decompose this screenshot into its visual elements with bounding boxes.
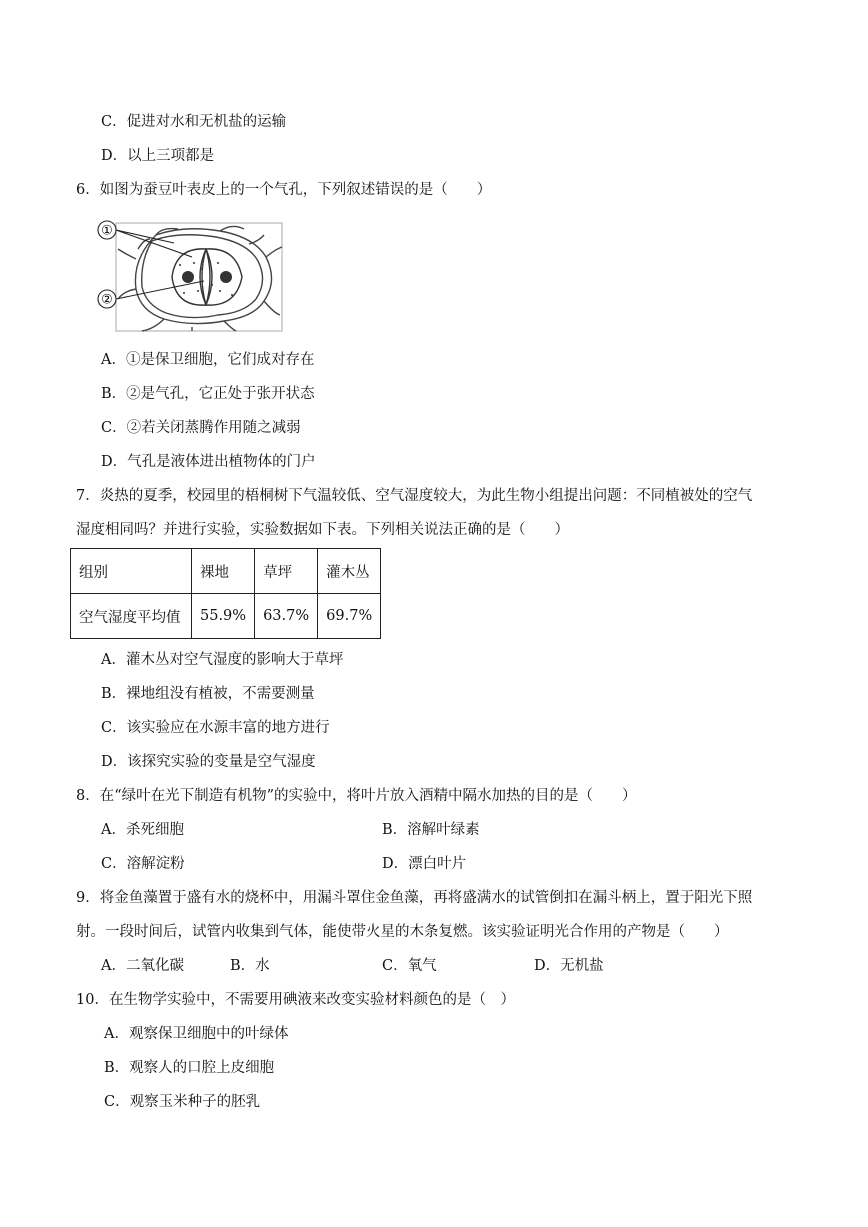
q8-option-b: B．溶解叶绿素: [382, 822, 480, 838]
table-cell: 灌木丛: [318, 549, 381, 594]
table-cell: 裸地: [192, 549, 255, 594]
table-header-row: [71, 549, 381, 594]
q6-option-a: A．①是保卫细胞，它们成对存在: [101, 352, 315, 368]
table-cell: 55.9%: [192, 594, 255, 639]
q6-option-b: B．②是气孔，它正处于张开状态: [101, 386, 315, 402]
label-1: ①: [101, 223, 113, 239]
q7-stem-line1: 7．炎热的夏季，校园里的梧桐树下气温较低、空气湿度较大，为此生物小组提出问题：不同植被处的空气: [76, 488, 753, 504]
table-cell: 63.7%: [255, 594, 318, 639]
q9-option-c: C．氧气: [382, 958, 437, 974]
label-2: ②: [101, 292, 113, 308]
q5-option-d: D．以上三项都是: [101, 148, 215, 164]
q10-option-b: B．观察人的口腔上皮细胞: [104, 1060, 275, 1076]
q7-stem-line2: 湿度相同吗？并进行实验，实验数据如下表。下列相关说法正确的是（ ）: [76, 522, 569, 538]
q9-stem-line2: 射。一段时间后，试管内收集到气体，能使带火星的木条复燃。该实验证明光合作用的产物是（ ）: [76, 924, 729, 940]
stoma-diagram: [94, 219, 284, 335]
q7-option-d: D．该探究实验的变量是空气湿度: [101, 754, 316, 770]
table-row: [71, 594, 381, 639]
q9-option-d: D．无机盐: [534, 958, 604, 974]
q10-stem: 10．在生物学实验中，不需要用碘液来改变实验材料颜色的是（ ）: [76, 992, 515, 1008]
q8-option-a: A．杀死细胞: [101, 822, 184, 838]
table-cell: 69.7%: [318, 594, 381, 639]
q7-option-b: B．裸地组没有植被，不需要测量: [101, 686, 315, 702]
q7-option-a: A．灌木丛对空气湿度的影响大于草坪: [101, 652, 344, 668]
q9-option-a: A．二氧化碳: [101, 958, 184, 974]
q9-option-b: B．水: [230, 958, 270, 974]
q8-option-d: D．漂白叶片: [382, 856, 467, 872]
q6-option-d: D．气孔是液体进出植物体的门户: [101, 454, 316, 470]
q10-option-a: A．观察保卫细胞中的叶绿体: [104, 1026, 289, 1042]
table-cell: 空气湿度平均值: [71, 594, 192, 639]
humidity-table: [70, 548, 381, 639]
q6-stem: 6．如图为蚕豆叶表皮上的一个气孔，下列叙述错误的是（ ）: [76, 182, 492, 198]
q5-option-c: C．促进对水和无机盐的运输: [101, 114, 287, 130]
q7-option-c: C．该实验应在水源丰富的地方进行: [101, 720, 330, 736]
q10-option-c: C．观察玉米种子的胚乳: [104, 1094, 261, 1110]
table-cell: 草坪: [255, 549, 318, 594]
q8-stem: 8．在“绿叶在光下制造有机物”的实验中，将叶片放入酒精中隔水加热的目的是（ ）: [76, 788, 637, 804]
table-cell: 组别: [71, 549, 192, 594]
q8-option-c: C．溶解淀粉: [101, 856, 185, 872]
q9-stem-line1: 9．将金鱼藻置于盛有水的烧杯中，用漏斗罩住金鱼藻，再将盛满水的试管倒扣在漏斗柄上，置于阳光下照: [76, 890, 753, 906]
q6-option-c: C．②若关闭蒸腾作用随之减弱: [101, 420, 301, 436]
